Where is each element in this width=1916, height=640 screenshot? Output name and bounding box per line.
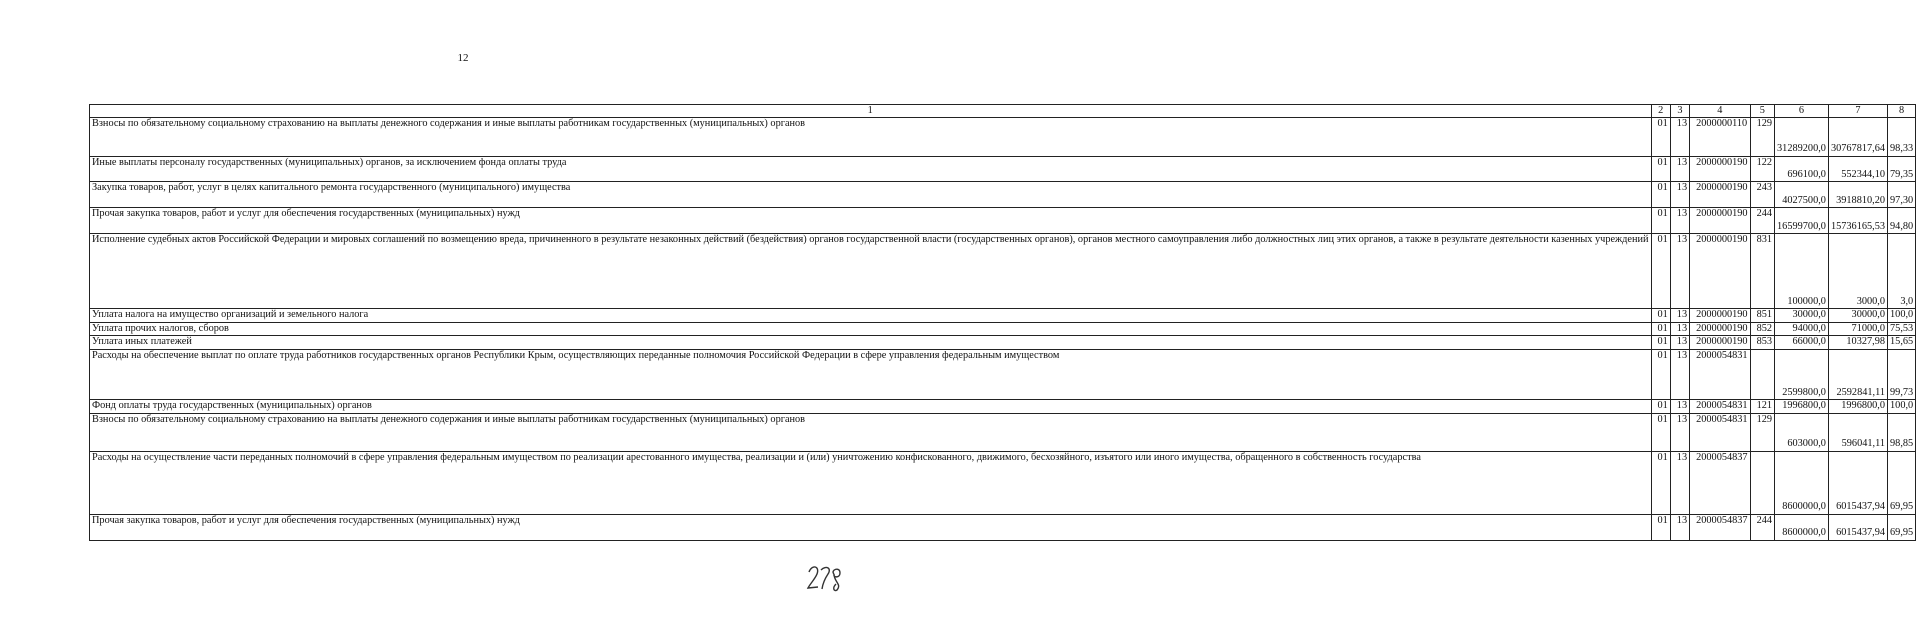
page-number: 12 <box>457 52 469 64</box>
row-executed-amount-cell: 15736165,53 <box>1828 208 1887 234</box>
row-section-cell: 01 <box>1651 413 1670 451</box>
column-header: 4 <box>1690 105 1750 118</box>
row-expense-type-cell: 243 <box>1750 182 1774 208</box>
table-body <box>90 118 1916 540</box>
row-executed-amount-cell: 3918810,20 <box>1828 182 1887 208</box>
row-percent-cell: 3,0 <box>1888 233 1916 308</box>
row-subsection-cell: 13 <box>1670 413 1689 451</box>
handwritten-page-mark-icon <box>806 562 846 592</box>
row-percent-cell: 99,73 <box>1888 349 1916 400</box>
row-target-article-cell: 2000054837 <box>1690 514 1750 540</box>
row-executed-amount-cell: 552344,10 <box>1828 156 1887 182</box>
row-planned-amount-cell: 16599700,0 <box>1775 208 1829 234</box>
row-target-article-cell: 2000000110 <box>1690 118 1750 156</box>
table-row <box>90 322 1916 335</box>
row-target-article-cell: 2000054837 <box>1690 451 1750 514</box>
row-planned-amount-cell: 31289200,0 <box>1775 118 1829 156</box>
table-row <box>90 182 1916 208</box>
row-name-cell: Уплата иных платежей <box>90 336 1652 349</box>
row-percent-cell: 69,95 <box>1888 514 1916 540</box>
row-planned-amount-cell: 8600000,0 <box>1775 451 1829 514</box>
row-target-article-cell: 2000000190 <box>1690 156 1750 182</box>
row-subsection-cell: 13 <box>1670 451 1689 514</box>
row-planned-amount-cell: 94000,0 <box>1775 322 1829 335</box>
row-subsection-cell: 13 <box>1670 208 1689 234</box>
row-target-article-cell: 2000000190 <box>1690 322 1750 335</box>
row-target-article-cell: 2000054831 <box>1690 400 1750 413</box>
row-planned-amount-cell: 1996800,0 <box>1775 400 1829 413</box>
row-planned-amount-cell: 603000,0 <box>1775 413 1829 451</box>
row-subsection-cell: 13 <box>1670 336 1689 349</box>
row-executed-amount-cell: 10327,98 <box>1828 336 1887 349</box>
row-name-cell: Расходы на осуществление части переданных полномочий в сфере управления федеральным имуществом по реализации арестованного имущества, реализации и (или) уничтожению конфискованного, движимого, бесхозяйного, изъятого или иного имущества, обращенного в собственность государства <box>90 451 1652 514</box>
row-percent-cell: 98,85 <box>1888 413 1916 451</box>
row-executed-amount-cell: 6015437,94 <box>1828 451 1887 514</box>
row-target-article-cell: 2000054831 <box>1690 413 1750 451</box>
table-row <box>90 451 1916 514</box>
row-expense-type-cell: 129 <box>1750 413 1774 451</box>
table-header-row <box>90 105 1916 118</box>
row-name-cell: Взносы по обязательному социальному страхованию на выплаты денежного содержания и иные выплаты работникам государственных (муниципальных) органов <box>90 118 1652 156</box>
row-target-article-cell: 2000000190 <box>1690 182 1750 208</box>
column-header: 6 <box>1775 105 1829 118</box>
row-subsection-cell: 13 <box>1670 400 1689 413</box>
row-section-cell: 01 <box>1651 322 1670 335</box>
row-expense-type-cell: 851 <box>1750 309 1774 322</box>
row-name-cell: Взносы по обязательному социальному страхованию на выплаты денежного содержания и иные выплаты работникам государственных (муниципальных) органов <box>90 413 1652 451</box>
row-name-cell: Фонд оплаты труда государственных (муниципальных) органов <box>90 400 1652 413</box>
column-header: 2 <box>1651 105 1670 118</box>
row-executed-amount-cell: 71000,0 <box>1828 322 1887 335</box>
column-header: 3 <box>1670 105 1689 118</box>
row-subsection-cell: 13 <box>1670 349 1689 400</box>
row-percent-cell: 75,53 <box>1888 322 1916 335</box>
row-target-article-cell: 2000000190 <box>1690 336 1750 349</box>
row-name-cell: Прочая закупка товаров, работ и услуг для обеспечения государственных (муниципальных) нужд <box>90 514 1652 540</box>
row-planned-amount-cell: 66000,0 <box>1775 336 1829 349</box>
row-expense-type-cell: 121 <box>1750 400 1774 413</box>
row-section-cell: 01 <box>1651 156 1670 182</box>
row-expense-type-cell: 122 <box>1750 156 1774 182</box>
row-subsection-cell: 13 <box>1670 233 1689 308</box>
row-section-cell: 01 <box>1651 208 1670 234</box>
column-header: 5 <box>1750 105 1774 118</box>
row-name-cell: Закупка товаров, работ, услуг в целях капитального ремонта государственного (муниципального) имущества <box>90 182 1652 208</box>
row-name-cell: Исполнение судебных актов Российской Федерации и мировых соглашений по возмещению вреда, причиненного в результате незаконных действий (бездействия) органов государственной власти (государственных органов), органов местного самоуправления либо должностных лиц этих органов, а также в результате деятельности казенных учреждений <box>90 233 1652 308</box>
row-expense-type-cell: 244 <box>1750 208 1774 234</box>
row-planned-amount-cell: 696100,0 <box>1775 156 1829 182</box>
row-executed-amount-cell: 1996800,0 <box>1828 400 1887 413</box>
table-row <box>90 336 1916 349</box>
row-section-cell: 01 <box>1651 400 1670 413</box>
row-planned-amount-cell: 2599800,0 <box>1775 349 1829 400</box>
table-row <box>90 118 1916 156</box>
row-percent-cell: 79,35 <box>1888 156 1916 182</box>
table-row <box>90 400 1916 413</box>
row-target-article-cell: 2000000190 <box>1690 309 1750 322</box>
row-section-cell: 01 <box>1651 336 1670 349</box>
row-expense-type-cell: 852 <box>1750 322 1774 335</box>
column-header: 1 <box>90 105 1652 118</box>
row-percent-cell: 69,95 <box>1888 451 1916 514</box>
table-row <box>90 208 1916 234</box>
column-header: 7 <box>1828 105 1887 118</box>
row-expense-type-cell: 244 <box>1750 514 1774 540</box>
row-subsection-cell: 13 <box>1670 514 1689 540</box>
row-percent-cell: 15,65 <box>1888 336 1916 349</box>
budget-execution-table <box>89 104 1916 541</box>
row-planned-amount-cell: 4027500,0 <box>1775 182 1829 208</box>
row-subsection-cell: 13 <box>1670 322 1689 335</box>
row-subsection-cell: 13 <box>1670 118 1689 156</box>
row-subsection-cell: 13 <box>1670 156 1689 182</box>
row-percent-cell: 100,0 <box>1888 400 1916 413</box>
row-name-cell: Иные выплаты персоналу государственных (муниципальных) органов, за исключением фонда оплаты труда <box>90 156 1652 182</box>
row-executed-amount-cell: 30767817,64 <box>1828 118 1887 156</box>
row-name-cell: Расходы на обеспечение выплат по оплате труда работников государственных органов Республики Крым, осуществляющих переданные полномочия Российской Федерации в сфере управления федеральным имуществом <box>90 349 1652 400</box>
row-expense-type-cell: 853 <box>1750 336 1774 349</box>
row-section-cell: 01 <box>1651 514 1670 540</box>
row-planned-amount-cell: 30000,0 <box>1775 309 1829 322</box>
row-name-cell: Уплата налога на имущество организаций и земельного налога <box>90 309 1652 322</box>
row-expense-type-cell: 129 <box>1750 118 1774 156</box>
table-row <box>90 156 1916 182</box>
row-planned-amount-cell: 100000,0 <box>1775 233 1829 308</box>
row-subsection-cell: 13 <box>1670 309 1689 322</box>
table-row <box>90 309 1916 322</box>
row-section-cell: 01 <box>1651 349 1670 400</box>
table-row <box>90 514 1916 540</box>
table-row <box>90 413 1916 451</box>
row-name-cell: Уплата прочих налогов, сборов <box>90 322 1652 335</box>
row-executed-amount-cell: 596041,11 <box>1828 413 1887 451</box>
row-section-cell: 01 <box>1651 182 1670 208</box>
row-expense-type-cell <box>1750 451 1774 514</box>
row-executed-amount-cell: 3000,0 <box>1828 233 1887 308</box>
row-section-cell: 01 <box>1651 451 1670 514</box>
table-row <box>90 349 1916 400</box>
row-expense-type-cell: 831 <box>1750 233 1774 308</box>
row-executed-amount-cell: 6015437,94 <box>1828 514 1887 540</box>
row-target-article-cell: 2000054831 <box>1690 349 1750 400</box>
row-planned-amount-cell: 8600000,0 <box>1775 514 1829 540</box>
column-header: 8 <box>1888 105 1916 118</box>
row-expense-type-cell <box>1750 349 1774 400</box>
row-name-cell: Прочая закупка товаров, работ и услуг для обеспечения государственных (муниципальных) нужд <box>90 208 1652 234</box>
table-row <box>90 233 1916 308</box>
row-section-cell: 01 <box>1651 309 1670 322</box>
row-section-cell: 01 <box>1651 118 1670 156</box>
row-percent-cell: 98,33 <box>1888 118 1916 156</box>
row-percent-cell: 100,0 <box>1888 309 1916 322</box>
row-target-article-cell: 2000000190 <box>1690 208 1750 234</box>
row-executed-amount-cell: 2592841,11 <box>1828 349 1887 400</box>
row-executed-amount-cell: 30000,0 <box>1828 309 1887 322</box>
row-target-article-cell: 2000000190 <box>1690 233 1750 308</box>
row-percent-cell: 97,30 <box>1888 182 1916 208</box>
row-percent-cell: 94,80 <box>1888 208 1916 234</box>
row-section-cell: 01 <box>1651 233 1670 308</box>
row-subsection-cell: 13 <box>1670 182 1689 208</box>
